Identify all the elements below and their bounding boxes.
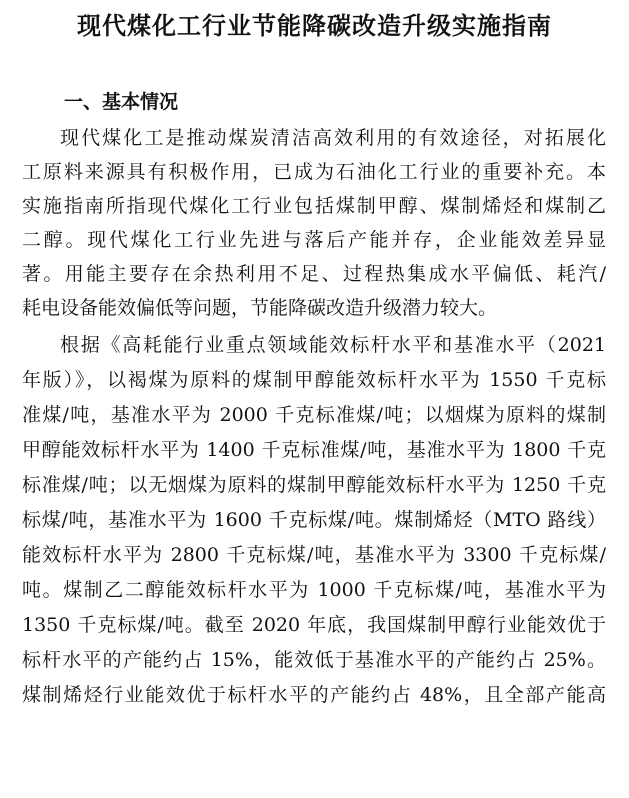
- section-heading: 一、基本情况: [64, 91, 179, 113]
- paragraph-2-line: 煤制烯烃行业能效优于标杆水平的产能约占 48%，且全部产能高: [22, 684, 606, 706]
- paragraph-2-line: 标杆水平的产能约占 15%，能效低于基准水平的产能约占 25%。: [22, 649, 606, 671]
- paragraph-1-line: 现代煤化工是推动煤炭清洁高效利用的有效途径，对拓展化: [60, 127, 606, 149]
- paragraph-1-line: 工原料来源具有积极作用，已成为石油化工行业的重要补充。本: [22, 161, 606, 183]
- paragraph-2-line: 标准煤/吨；以无烟煤为原料的煤制甲醇能效标杆水平为 1250 千克: [22, 474, 606, 496]
- paragraph-1-line: 二醇。现代煤化工行业先进与落后产能并存，企业能效差异显: [22, 229, 606, 251]
- paragraph-2-line: 准煤/吨，基准水平为 2000 千克标准煤/吨；以烟煤为原料的煤制: [22, 404, 606, 426]
- paragraph-2-line: 标煤/吨，基准水平为 1600 千克标煤/吨。煤制烯烃（MTO 路线）: [22, 509, 606, 531]
- paragraph-1-line: 实施指南所指现代煤化工行业包括煤制甲醇、煤制烯烃和煤制乙: [22, 195, 606, 217]
- paragraph-1-line: 耗电设备能效偏低等问题，节能降碳改造升级潜力较大。: [22, 297, 498, 319]
- document-title: 现代煤化工行业节能降碳改造升级实施指南: [77, 12, 552, 40]
- paragraph-2-line: 能效标杆水平为 2800 千克标煤/吨，基准水平为 3300 千克标煤/: [22, 544, 606, 566]
- paragraph-2-line: 根据《高耗能行业重点领域能效标杆水平和基准水平（2021: [60, 334, 606, 356]
- paragraph-1-line: 著。用能主要存在余热利用不足、过程热集成水平偏低、耗汽/: [22, 263, 606, 285]
- paragraph-2-line: 吨。煤制乙二醇能效标杆水平为 1000 千克标煤/吨，基准水平为: [22, 579, 606, 601]
- paragraph-2-line: 甲醇能效标杆水平为 1400 千克标准煤/吨，基准水平为 1800 千克: [22, 439, 606, 461]
- paragraph-2-line: 年版）》，以褐煤为原料的煤制甲醇能效标杆水平为 1550 千克标: [22, 369, 606, 391]
- paragraph-2-line: 1350 千克标煤/吨。截至 2020 年底，我国煤制甲醇行业能效优于: [22, 614, 606, 636]
